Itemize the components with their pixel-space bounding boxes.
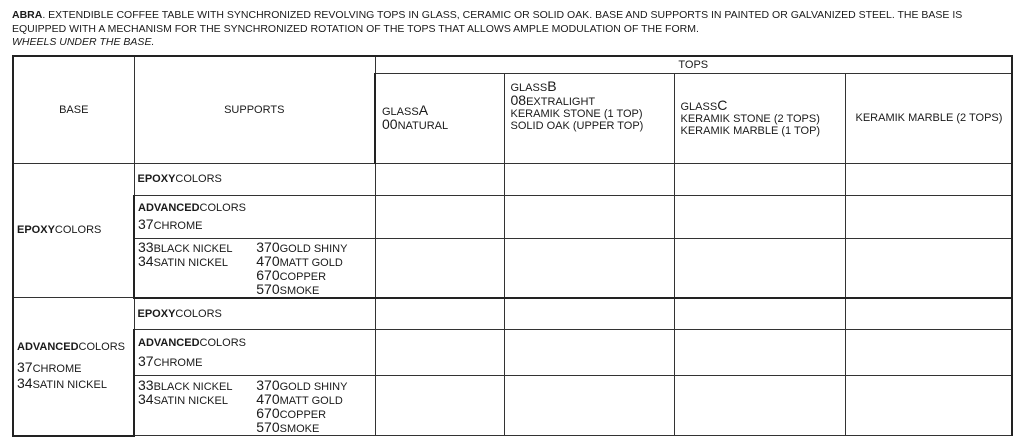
price-table xyxy=(12,55,1013,437)
price-cell xyxy=(375,238,504,298)
base-header: BASE xyxy=(13,56,134,163)
support-advanced-colors: ADVANCEDCOLORS 37CHROME xyxy=(134,330,375,376)
table-row xyxy=(13,376,1012,436)
price-cell xyxy=(375,163,504,195)
price-cell xyxy=(845,330,1012,376)
price-cell xyxy=(504,330,674,376)
price-cell xyxy=(504,195,674,238)
price-cell xyxy=(674,238,845,298)
base-epoxy-colors: EPOXYCOLORS xyxy=(13,163,134,298)
price-cell xyxy=(504,238,674,298)
top-glass-a: GLASSA 00NATURAL xyxy=(375,73,504,163)
intro-paragraph xyxy=(12,9,1012,50)
price-cell xyxy=(845,298,1012,330)
price-cell xyxy=(375,298,504,330)
price-cell xyxy=(674,298,845,330)
support-epoxy-colors: EPOXYCOLORS xyxy=(134,298,375,330)
price-cell xyxy=(504,163,674,195)
price-cell xyxy=(674,330,845,376)
table-row xyxy=(13,163,1012,195)
table-row xyxy=(13,195,1012,238)
top-keramik-marble: KERAMIK MARBLE (2 TOPS) xyxy=(845,73,1012,163)
price-cell xyxy=(845,238,1012,298)
product-name: ABRA xyxy=(12,9,43,21)
table-row xyxy=(13,298,1012,330)
price-cell xyxy=(845,376,1012,436)
support-advanced-colors: ADVANCEDCOLORS 37CHROME xyxy=(134,195,375,238)
header-row-tops xyxy=(13,56,1012,73)
base-advanced-colors: ADVANCEDCOLORS 37CHROME 34SATIN NICKEL xyxy=(13,298,134,436)
top-glass-b: GLASSB 08EXTRALIGHT KERAMIK STONE (1 TOP) SOLID OAK (UPPER TOP) xyxy=(504,73,674,163)
price-cell xyxy=(674,195,845,238)
support-epoxy-colors: EPOXYCOLORS xyxy=(134,163,375,195)
support-finishes-list: 33BLACK NICKEL 34SATIN NICKEL 370GOLD SHINY 470MATT GOLD 670COPPER 570SMOKE xyxy=(134,238,375,298)
table-row xyxy=(13,330,1012,376)
top-glass-c: GLASSC KERAMIK STONE (2 TOPS) KERAMIK MARBLE (1 TOP) xyxy=(674,73,845,163)
price-cell xyxy=(375,195,504,238)
price-cell xyxy=(504,376,674,436)
product-description: . EXTENDIBLE COFFEE TABLE WITH SYNCHRONIZED REVOLVING TOPS IN GLASS, CERAMIC OR SOLID OAK. BASE AND SUPPORTS IN PAINTED OR GALVANIZED STEEL. THE BASE IS EQUIPPED WITH A MECHANISM FOR THE SYNCHRONIZED ROTATION OF THE TOPS THAT ALLOWS AMPLE MODULATION OF THE FORM. xyxy=(12,9,963,35)
price-cell xyxy=(375,376,504,436)
tops-header: TOPS xyxy=(375,56,1012,73)
price-cell xyxy=(504,298,674,330)
price-cell xyxy=(674,163,845,195)
supports-header: SUPPORTS xyxy=(134,56,375,163)
support-finishes-list: 33BLACK NICKEL 34SATIN NICKEL 370GOLD SHINY 470MATT GOLD 670COPPER 570SMOKE xyxy=(134,376,375,436)
price-cell xyxy=(845,195,1012,238)
price-cell xyxy=(375,330,504,376)
product-note: WHEELS UNDER THE BASE. xyxy=(12,36,155,48)
price-cell xyxy=(845,163,1012,195)
price-cell xyxy=(674,376,845,436)
table-row xyxy=(13,238,1012,298)
